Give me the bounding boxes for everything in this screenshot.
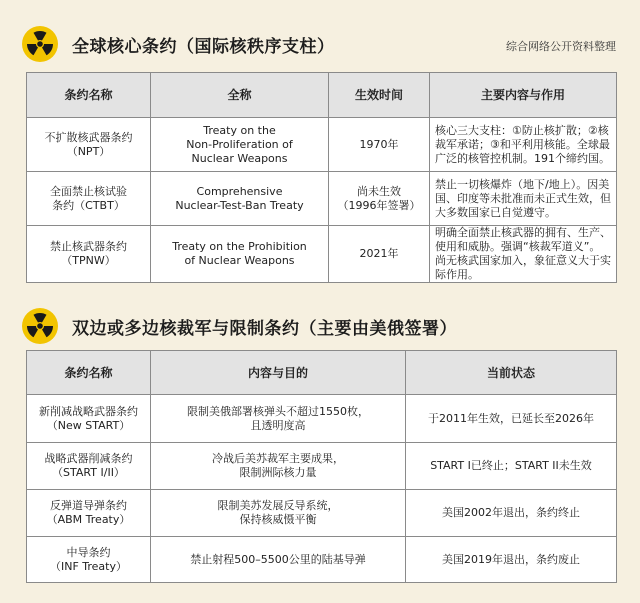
treaty-content: 冷战后美苏裁军主要成果， 限制洲际核力量 [212,452,344,479]
treaty-content: 禁止射程500–5500公里的陆基导弹 [190,552,366,566]
treaty-status: 于2011年生效，已延长至2026年 [428,411,594,425]
col-header-name: 条约名称 [27,73,151,118]
section1-title: 全球核心条约（国际核秩序支柱） [72,36,335,57]
treaty-name: 全面禁止核试验 条约（CTBT） [50,184,127,212]
radiation-icon [22,26,58,62]
table-row [27,537,617,583]
col-header-date: 生效时间 [329,73,430,118]
table-row [27,172,617,226]
radiation-icon [22,308,58,344]
treaty-status: START I已终止；START II未生效 [430,459,592,472]
treaty-content: 限制美苏发展反导系统， 保持核威慑平衡 [217,499,339,526]
treaty-content: 核心三大支柱：①防止核扩散；②核裁军承诺；③和平利用核能。全球最广泛的核管控机制。191个缔约国。 [435,123,610,165]
treaty-status: 美国2002年退出，条约终止 [442,506,580,519]
treaty-fullname: Treaty on the Prohibition of Nuclear Weapons [172,240,307,267]
section2-title: 双边或多边核裁军与限制条约（主要由美俄签署） [72,318,457,339]
treaty-name: 中导条约 （INF Treaty） [49,545,127,573]
table-row [27,490,617,537]
treaty-content: 明确全面禁止核武器的拥有、生产、使用和威胁。强调“核裁军道义”。尚无核武国家加入，象征意义大于实际作用。 [435,226,611,281]
treaty-content: 限制美俄部署核弹头不超过1550枚， 且透明度高 [187,404,369,432]
treaty-date: 2021年 [359,247,399,260]
treaty-name: 战略武器削减条约 （START I/II） [44,452,133,479]
table-row [27,395,617,443]
table-row [27,443,617,490]
treaty-name: 禁止核武器条约 （TPNW） [50,240,127,267]
source-note: 综合网络公开资料整理 [506,40,616,53]
treaty-name: 反弹道导弹条约 （ABM Treaty） [46,499,131,526]
table-row [27,226,617,283]
col-header-content: 主要内容与作用 [430,73,617,118]
table-header-row [27,73,617,118]
treaty-fullname: Treaty on the Non-Proliferation of Nuclear Weapons [186,123,293,165]
global-treaties-table [26,72,617,283]
section2-header [22,306,457,346]
col-header-fullname: 全称 [151,73,329,118]
col-header-content: 内容与目的 [151,351,406,395]
treaty-name: 不扩散核武器条约 （NPT） [44,130,133,158]
treaty-content: 禁止一切核爆炸（地下/地上）。因美国、印度等未批准而未正式生效，但大多数国家已自觉遵守。 [435,177,611,219]
col-header-status: 当前状态 [406,351,617,395]
treaty-status: 美国2019年退出，条约废止 [442,552,580,566]
treaty-date: 尚未生效 （1996年签署） [337,184,421,212]
table-header-row [27,351,617,395]
table-row [27,118,617,172]
treaty-name: 新削减战略武器条约 （New START） [39,404,138,432]
section1-header [22,24,335,64]
bilateral-treaties-table [26,350,617,583]
treaty-date: 1970年 [359,137,399,151]
col-header-name: 条约名称 [27,351,151,395]
treaty-fullname: Comprehensive Nuclear-Test-Ban Treaty [175,184,304,212]
